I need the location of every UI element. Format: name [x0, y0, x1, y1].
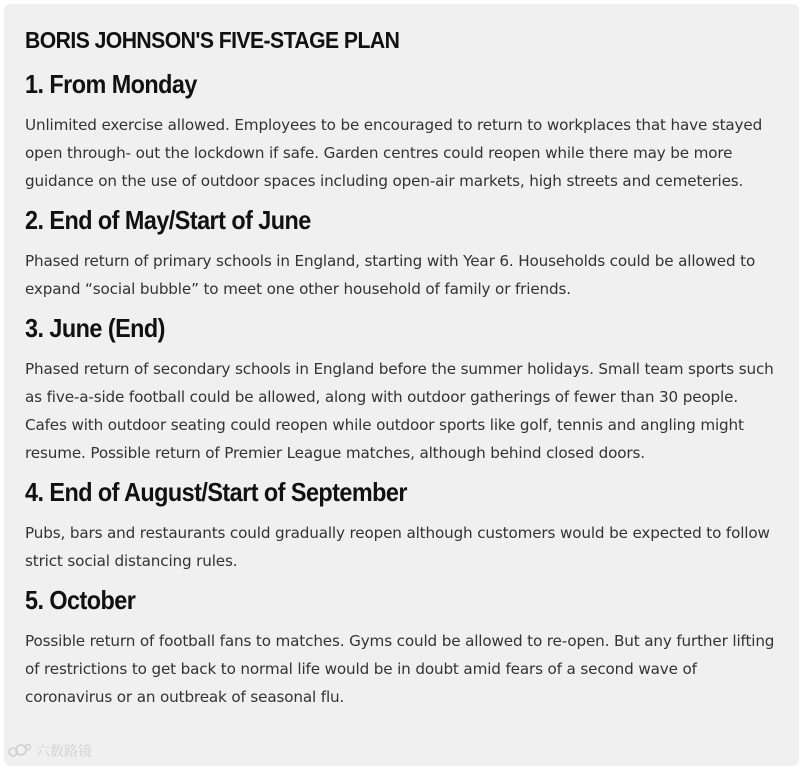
stage-description: Possible return of football fans to matches. Gyms could be allowed to re-open. But any further lifting of restrictions to get back to normal life would be in doubt amid fears of a second wave of coronavirus or an outbreak of seasonal flu. [25, 632, 775, 706]
stage-description: Unlimited exercise allowed. Employees to be encouraged to return to workplaces that have stayed open through- out the lockdown if safe. Garden centres could reopen while there may be more guidance on the use of outdoor spaces including open-air markets, high streets and cemeteries. [25, 116, 763, 190]
stage-heading: 4. End of August/Start of September [25, 477, 407, 507]
stage-1 [25, 68, 779, 195]
stage-heading: 3. June (End) [25, 313, 165, 343]
stage-4 [25, 476, 779, 575]
article-panel [4, 4, 799, 766]
watermark [8, 741, 92, 761]
stage-heading: 2. End of May/Start of June [25, 205, 311, 235]
stage-heading: 5. October [25, 585, 136, 615]
stage-5 [25, 584, 779, 711]
watermark-logo-icon [8, 743, 32, 759]
page-title: BORIS JOHNSON'S FIVE-STAGE PLAN [25, 27, 400, 53]
stage-description: Phased return of primary schools in England, starting with Year 6. Households could be allowed to expand “social bubble” to meet one other household of family or friends. [25, 252, 756, 298]
stage-description: Pubs, bars and restaurants could gradually reopen although customers would be expected to follow strict social distancing rules. [25, 524, 770, 570]
stage-description: Phased return of secondary schools in England before the summer holidays. Small team sports such as five-a-side football could be allowed, along with outdoor gatherings of fewer than 30 people. Cafes with outdoor seating could reopen while outdoor sports like golf, tennis and angling might resume. Possible return of Premier League matches, although behind closed doors. [25, 360, 774, 462]
stage-heading: 1. From Monday [25, 69, 197, 99]
stage-2 [25, 204, 779, 303]
stage-3 [25, 312, 779, 467]
watermark-text: 六数路镜 [36, 744, 92, 760]
